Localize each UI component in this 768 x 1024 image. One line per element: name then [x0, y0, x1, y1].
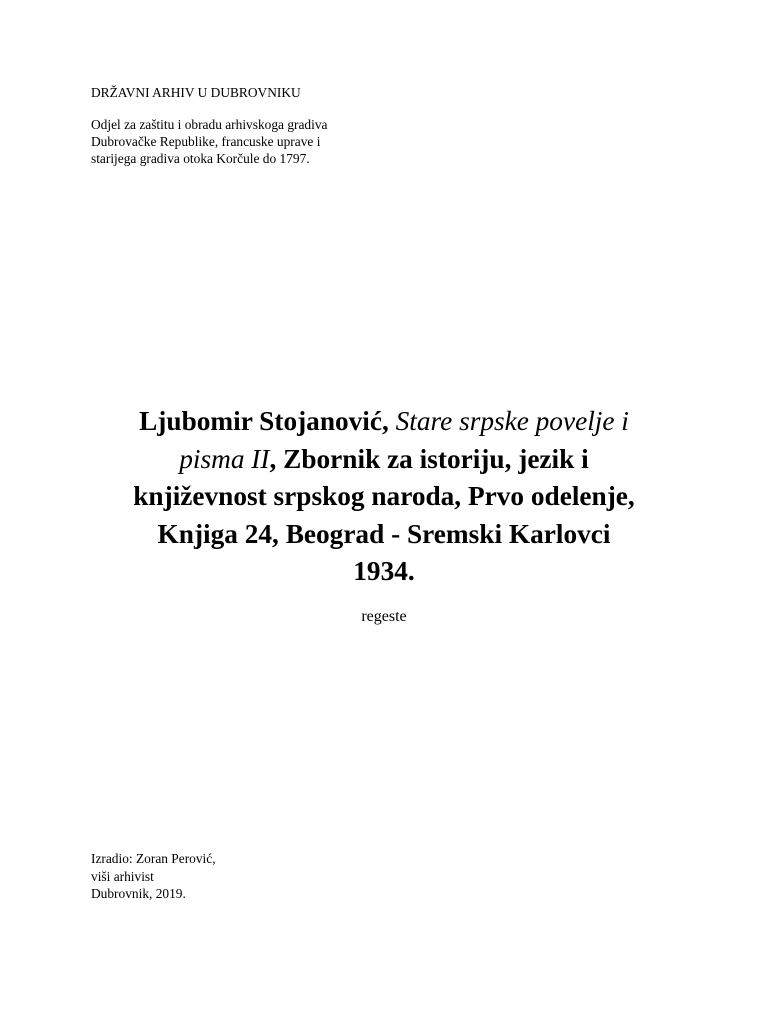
department-description: [91, 116, 411, 167]
archive-name: DRŽAVNI ARHIV U DUBROVNIKU: [91, 85, 301, 100]
footer-author: Izradio: Zoran Perović,: [91, 851, 216, 866]
title-line-4: Knjiga 24, Beograd - Sremski Karlovci: [157, 518, 611, 549]
title-work-italic-end: pisma II: [179, 443, 270, 474]
title-year: 1934.: [353, 556, 415, 586]
department-line: Dubrovačke Republike, francuske uprave i: [91, 134, 321, 149]
subtitle-regeste: regeste: [361, 608, 407, 625]
title-work-italic: Stare srpske povelje i: [395, 406, 629, 436]
department-line: Odjel za zaštitu i obradu arhivskoga gradiva: [91, 117, 328, 132]
footer-position: viši arhivist: [91, 868, 154, 884]
title-line-3: književnost srpskog naroda, Prvo odelenje,: [133, 481, 635, 511]
title-author: Ljubomir Stojanović,: [139, 406, 396, 436]
footer-place-date: Dubrovnik, 2019.: [91, 886, 186, 901]
document-title: [60, 403, 708, 591]
title-line-1: [60, 403, 708, 441]
title-line-2: [60, 441, 708, 479]
title-series: , Zbornik za istoriju, jezik i: [269, 443, 589, 474]
header-block: [91, 84, 411, 167]
department-line: starijega gradiva otoka Korčule do 1797.: [91, 151, 310, 166]
footer-block: [91, 850, 411, 903]
